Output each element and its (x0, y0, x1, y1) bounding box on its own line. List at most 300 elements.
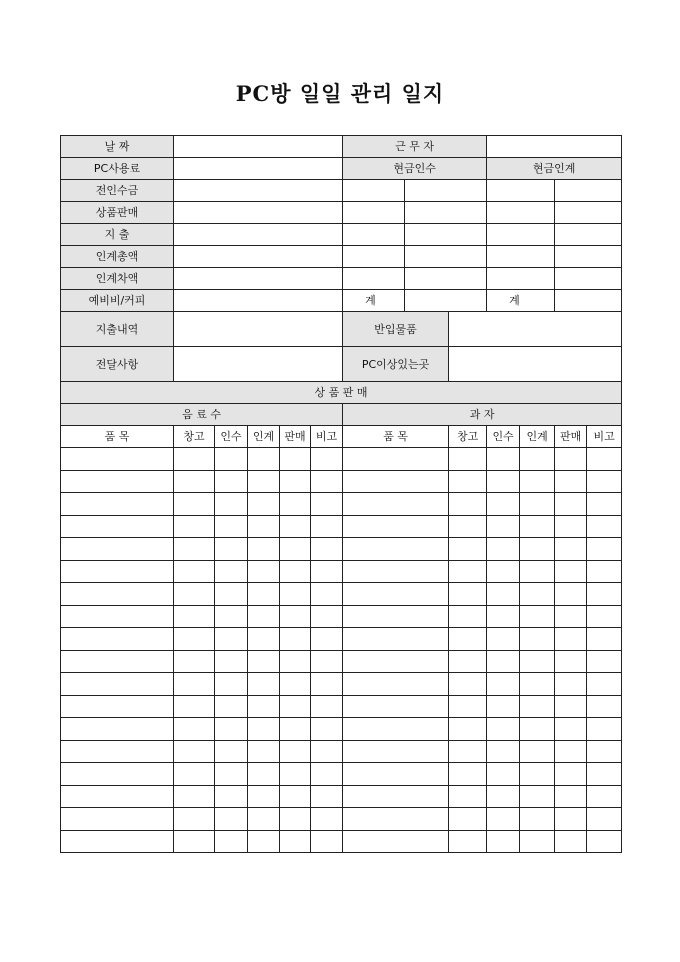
sales-entry-row (61, 830, 622, 853)
sales-entry-cell[interactable] (343, 470, 449, 493)
sales-entry-cell[interactable] (248, 583, 280, 606)
sales-entry-cell[interactable] (587, 560, 622, 583)
sales-entry-cell[interactable] (555, 763, 587, 786)
field-reserve-coffee[interactable] (174, 290, 343, 312)
sales-entry-cell[interactable] (215, 695, 248, 718)
row-expense-detail (61, 312, 622, 347)
sales-entry-cell[interactable] (555, 695, 587, 718)
sales-entry-cell[interactable] (248, 448, 280, 471)
sales-entry-cell[interactable] (449, 560, 487, 583)
label-pc-fee: PC사용료 (61, 158, 174, 180)
sales-entry-cell[interactable] (343, 785, 449, 808)
cash-cell[interactable] (555, 180, 622, 202)
sales-entry-cell[interactable] (248, 493, 280, 516)
sales-entry-cell[interactable] (174, 583, 215, 606)
sales-entry-cell[interactable] (280, 673, 311, 696)
sales-entry-cell[interactable] (311, 560, 343, 583)
sales-entry-cell[interactable] (587, 605, 622, 628)
sales-entry-cell[interactable] (280, 448, 311, 471)
row-sales-columns (61, 426, 622, 448)
sales-entry-cell[interactable] (520, 538, 555, 561)
cash-cell[interactable] (555, 268, 622, 290)
sales-entry-cell[interactable] (555, 740, 587, 763)
col-note: 비고 (587, 426, 622, 448)
sales-entry-cell[interactable] (174, 560, 215, 583)
subtotal-left-value[interactable] (405, 290, 487, 312)
sales-entry-cell[interactable] (555, 470, 587, 493)
sales-entry-cell[interactable] (449, 695, 487, 718)
sales-entry-cell[interactable] (311, 785, 343, 808)
field-incoming-goods[interactable] (449, 312, 622, 347)
cash-cell[interactable] (487, 268, 555, 290)
col-sold: 판매 (555, 426, 587, 448)
sales-entry-cell[interactable] (174, 763, 215, 786)
row-pc-fee (61, 158, 622, 180)
sales-entry-cell[interactable] (215, 628, 248, 651)
sales-entry-cell[interactable] (174, 695, 215, 718)
row-message (61, 347, 622, 382)
label-pc-issues: PC이상있는곳 (343, 347, 449, 382)
sales-entry-cell[interactable] (343, 808, 449, 831)
label-reserve-coffee: 예비비/커피 (61, 290, 174, 312)
sales-entry-cell[interactable] (555, 628, 587, 651)
sales-rows (61, 448, 622, 853)
sales-entry-cell[interactable] (61, 740, 174, 763)
sales-entry-cell[interactable] (174, 673, 215, 696)
sales-entry-cell[interactable] (215, 763, 248, 786)
sales-entry-cell[interactable] (280, 605, 311, 628)
sales-entry-cell[interactable] (449, 763, 487, 786)
sales-entry-row (61, 493, 622, 516)
row-sales-groups (61, 404, 622, 426)
sales-entry-cell[interactable] (174, 538, 215, 561)
sales-entry-cell[interactable] (174, 785, 215, 808)
field-handover-total[interactable] (174, 246, 343, 268)
sales-entry-cell[interactable] (311, 470, 343, 493)
sales-entry-cell[interactable] (215, 673, 248, 696)
sales-entry-cell[interactable] (487, 763, 520, 786)
sales-entry-cell[interactable] (587, 830, 622, 853)
sales-entry-cell[interactable] (587, 785, 622, 808)
sales-entry-cell[interactable] (555, 583, 587, 606)
sales-entry-cell[interactable] (280, 740, 311, 763)
sales-entry-cell[interactable] (174, 830, 215, 853)
cash-cell[interactable] (555, 224, 622, 246)
label-handover-total: 인계총액 (61, 246, 174, 268)
sales-entry-cell[interactable] (449, 785, 487, 808)
col-handover: 인계 (248, 426, 280, 448)
sales-entry-cell[interactable] (61, 808, 174, 831)
sales-entry-cell[interactable] (487, 493, 520, 516)
sales-entry-cell[interactable] (343, 763, 449, 786)
sales-entry-cell[interactable] (343, 695, 449, 718)
sales-entry-cell[interactable] (311, 628, 343, 651)
sales-entry-cell[interactable] (311, 515, 343, 538)
sales-entry-cell[interactable] (449, 583, 487, 606)
sales-entry-cell[interactable] (343, 673, 449, 696)
sales-entry-cell[interactable] (61, 470, 174, 493)
label-goods-sales: 상품판매 (61, 202, 174, 224)
label-prev-cash: 전인수금 (61, 180, 174, 202)
sales-entry-cell[interactable] (520, 695, 555, 718)
sales-entry-cell[interactable] (311, 673, 343, 696)
sales-entry-cell[interactable] (587, 673, 622, 696)
sales-entry-cell[interactable] (587, 538, 622, 561)
sales-entry-cell[interactable] (61, 538, 174, 561)
sales-entry-cell[interactable] (174, 515, 215, 538)
sales-entry-cell[interactable] (555, 785, 587, 808)
sales-entry-cell[interactable] (280, 695, 311, 718)
sales-entry-cell[interactable] (280, 515, 311, 538)
sales-entry-cell[interactable] (487, 808, 520, 831)
sales-entry-cell[interactable] (449, 830, 487, 853)
sales-entry-cell[interactable] (174, 650, 215, 673)
sales-entry-cell[interactable] (449, 515, 487, 538)
sales-entry-cell[interactable] (215, 470, 248, 493)
sales-entry-cell[interactable] (343, 718, 449, 741)
sales-entry-cell[interactable] (61, 515, 174, 538)
cash-cell[interactable] (487, 202, 555, 224)
row-reserve-coffee (61, 290, 622, 312)
sales-entry-cell[interactable] (61, 493, 174, 516)
sales-entry-cell[interactable] (215, 583, 248, 606)
sales-entry-cell[interactable] (311, 583, 343, 606)
col-received: 인수 (487, 426, 520, 448)
sales-entry-cell[interactable] (343, 538, 449, 561)
cash-cell[interactable] (405, 202, 487, 224)
sales-entry-cell[interactable] (343, 560, 449, 583)
cash-cell[interactable] (487, 224, 555, 246)
sales-entry-cell[interactable] (215, 493, 248, 516)
sales-entry-cell[interactable] (520, 448, 555, 471)
sales-entry-cell[interactable] (174, 448, 215, 471)
cash-cell[interactable] (343, 180, 405, 202)
sales-entry-cell[interactable] (587, 515, 622, 538)
sales-entry-cell[interactable] (248, 830, 280, 853)
field-pc-issues[interactable] (449, 347, 622, 382)
sales-entry-cell[interactable] (61, 650, 174, 673)
sales-entry-cell[interactable] (248, 650, 280, 673)
log-sheet (60, 135, 621, 856)
sales-entry-cell[interactable] (555, 448, 587, 471)
sales-entry-cell[interactable] (343, 515, 449, 538)
sales-entry-cell[interactable] (449, 650, 487, 673)
sales-entry-cell[interactable] (311, 695, 343, 718)
sales-entry-cell[interactable] (280, 808, 311, 831)
sales-entry-cell[interactable] (449, 493, 487, 516)
sales-entry-cell[interactable] (487, 448, 520, 471)
row-handover-diff (61, 268, 622, 290)
sales-entry-cell[interactable] (555, 718, 587, 741)
sales-entry-cell[interactable] (248, 785, 280, 808)
cash-cell[interactable] (405, 224, 487, 246)
field-expense-detail[interactable] (174, 312, 343, 347)
sales-entry-cell[interactable] (449, 538, 487, 561)
sales-entry-cell[interactable] (280, 538, 311, 561)
cash-cell[interactable] (555, 246, 622, 268)
sales-entry-cell[interactable] (555, 538, 587, 561)
sales-entry-cell[interactable] (487, 560, 520, 583)
sales-entry-cell[interactable] (449, 448, 487, 471)
label-cash-received: 현금인수 (343, 158, 487, 180)
sales-entry-cell[interactable] (343, 493, 449, 516)
sales-entry-cell[interactable] (61, 605, 174, 628)
sales-entry-cell[interactable] (248, 673, 280, 696)
sales-entry-cell[interactable] (215, 718, 248, 741)
field-message[interactable] (174, 347, 343, 382)
col-item: 품 목 (343, 426, 449, 448)
sales-entry-cell[interactable] (520, 628, 555, 651)
sales-entry-cell[interactable] (311, 650, 343, 673)
row-goods-sales (61, 202, 622, 224)
sales-entry-cell[interactable] (520, 560, 555, 583)
sales-entry-cell[interactable] (555, 515, 587, 538)
sales-entry-cell[interactable] (311, 493, 343, 516)
sales-entry-cell[interactable] (343, 830, 449, 853)
sales-entry-cell[interactable] (555, 605, 587, 628)
label-date: 날 짜 (61, 136, 174, 158)
sales-entry-cell[interactable] (215, 650, 248, 673)
sales-entry-cell[interactable] (587, 650, 622, 673)
sales-entry-cell[interactable] (61, 673, 174, 696)
sales-entry-cell[interactable] (280, 470, 311, 493)
sales-entry-cell[interactable] (61, 448, 174, 471)
sales-heading: 상 품 판 매 (61, 382, 622, 404)
sales-entry-cell[interactable] (61, 763, 174, 786)
sales-entry-cell[interactable] (587, 583, 622, 606)
sales-entry-cell[interactable] (449, 470, 487, 493)
subtotal-right-value[interactable] (555, 290, 622, 312)
sales-entry-cell[interactable] (280, 560, 311, 583)
sales-entry-cell[interactable] (343, 628, 449, 651)
sales-entry-cell[interactable] (520, 808, 555, 831)
sales-entry-cell[interactable] (487, 583, 520, 606)
sales-entry-cell[interactable] (215, 605, 248, 628)
sales-entry-cell[interactable] (311, 605, 343, 628)
sales-entry-cell[interactable] (280, 650, 311, 673)
cash-cell[interactable] (343, 202, 405, 224)
sales-entry-cell[interactable] (587, 448, 622, 471)
sales-entry-cell[interactable] (487, 628, 520, 651)
sales-entry-cell[interactable] (311, 448, 343, 471)
sales-entry-cell[interactable] (311, 808, 343, 831)
sales-entry-cell[interactable] (343, 583, 449, 606)
sales-entry-row (61, 605, 622, 628)
sales-entry-cell[interactable] (587, 628, 622, 651)
cash-cell[interactable] (343, 268, 405, 290)
sales-entry-cell[interactable] (248, 740, 280, 763)
sales-entry-cell[interactable] (449, 628, 487, 651)
sales-entry-cell[interactable] (449, 605, 487, 628)
sales-entry-cell[interactable] (487, 785, 520, 808)
sales-entry-row (61, 763, 622, 786)
label-expense-detail: 지출내역 (61, 312, 174, 347)
sales-entry-cell[interactable] (343, 605, 449, 628)
sales-entry-cell[interactable] (174, 493, 215, 516)
sales-entry-cell[interactable] (487, 650, 520, 673)
sales-entry-cell[interactable] (174, 605, 215, 628)
group-snacks: 과 자 (343, 404, 622, 426)
sales-entry-cell[interactable] (248, 538, 280, 561)
sales-entry-cell[interactable] (215, 560, 248, 583)
label-message: 전달사항 (61, 347, 174, 382)
sales-entry-cell[interactable] (587, 470, 622, 493)
sales-entry-cell[interactable] (520, 740, 555, 763)
sales-entry-cell[interactable] (215, 830, 248, 853)
sales-entry-cell[interactable] (343, 650, 449, 673)
sales-entry-row (61, 785, 622, 808)
sales-entry-cell[interactable] (343, 740, 449, 763)
label-work-staff: 근 무 자 (343, 136, 487, 158)
field-handover-diff[interactable] (174, 268, 343, 290)
group-beverages: 음 료 수 (61, 404, 343, 426)
cash-cell[interactable] (555, 202, 622, 224)
sales-entry-row (61, 650, 622, 673)
cash-cell[interactable] (343, 246, 405, 268)
sales-entry-cell[interactable] (248, 718, 280, 741)
sales-entry-cell[interactable] (61, 718, 174, 741)
sales-entry-cell[interactable] (520, 785, 555, 808)
sales-entry-cell[interactable] (555, 830, 587, 853)
sales-entry-cell[interactable] (487, 718, 520, 741)
sales-entry-cell[interactable] (174, 470, 215, 493)
sales-entry-cell[interactable] (520, 830, 555, 853)
sales-entry-cell[interactable] (61, 785, 174, 808)
sales-entry-cell[interactable] (61, 830, 174, 853)
sales-entry-row (61, 808, 622, 831)
field-prev-cash[interactable] (174, 180, 343, 202)
row-expense (61, 224, 622, 246)
col-storage: 창고 (449, 426, 487, 448)
sales-entry-cell[interactable] (311, 538, 343, 561)
sales-entry-cell[interactable] (248, 470, 280, 493)
sales-entry-cell[interactable] (61, 583, 174, 606)
cash-cell[interactable] (487, 180, 555, 202)
sales-entry-cell[interactable] (61, 560, 174, 583)
sales-entry-cell[interactable] (520, 583, 555, 606)
sales-entry-cell[interactable] (520, 515, 555, 538)
sales-entry-cell[interactable] (587, 718, 622, 741)
subtotal-left-label: 계 (343, 290, 405, 312)
sales-entry-cell[interactable] (520, 605, 555, 628)
sales-entry-cell[interactable] (280, 583, 311, 606)
sales-entry-cell[interactable] (248, 628, 280, 651)
sales-entry-cell[interactable] (248, 763, 280, 786)
sales-entry-cell[interactable] (248, 515, 280, 538)
sales-entry-cell[interactable] (280, 785, 311, 808)
sales-entry-cell[interactable] (487, 830, 520, 853)
field-expense[interactable] (174, 224, 343, 246)
sales-entry-cell[interactable] (248, 808, 280, 831)
sales-entry-cell[interactable] (311, 740, 343, 763)
sales-entry-cell[interactable] (487, 470, 520, 493)
sales-entry-cell[interactable] (311, 830, 343, 853)
label-handover-diff: 인계차액 (61, 268, 174, 290)
sales-entry-cell[interactable] (248, 560, 280, 583)
sales-entry-cell[interactable] (520, 763, 555, 786)
sales-entry-cell[interactable] (449, 808, 487, 831)
sales-entry-row (61, 448, 622, 471)
sales-entry-row (61, 673, 622, 696)
sales-entry-cell[interactable] (587, 763, 622, 786)
sales-entry-cell[interactable] (587, 808, 622, 831)
sales-entry-cell[interactable] (343, 448, 449, 471)
sales-entry-cell[interactable] (555, 493, 587, 516)
page-title: PC방 일일 관리 일지 (235, 81, 445, 106)
row-prev-cash (61, 180, 622, 202)
col-handover: 인계 (520, 426, 555, 448)
cash-cell[interactable] (487, 246, 555, 268)
sales-entry-cell[interactable] (587, 740, 622, 763)
sales-entry-cell[interactable] (487, 538, 520, 561)
sales-entry-cell[interactable] (61, 695, 174, 718)
sales-entry-cell[interactable] (311, 763, 343, 786)
field-goods-sales[interactable] (174, 202, 343, 224)
sales-entry-cell[interactable] (280, 718, 311, 741)
field-date[interactable] (174, 136, 343, 158)
sales-entry-cell[interactable] (487, 673, 520, 696)
sales-entry-cell[interactable] (215, 448, 248, 471)
sales-entry-row (61, 538, 622, 561)
sales-entry-cell[interactable] (174, 628, 215, 651)
sales-entry-cell[interactable] (248, 695, 280, 718)
sales-entry-cell[interactable] (555, 650, 587, 673)
sales-entry-cell[interactable] (215, 515, 248, 538)
sales-entry-cell[interactable] (61, 628, 174, 651)
sales-entry-cell[interactable] (311, 718, 343, 741)
sales-entry-cell[interactable] (174, 808, 215, 831)
sales-entry-cell[interactable] (215, 538, 248, 561)
cash-cell[interactable] (343, 224, 405, 246)
sales-entry-cell[interactable] (215, 785, 248, 808)
cash-cell[interactable] (405, 246, 487, 268)
sales-entry-row (61, 740, 622, 763)
sales-entry-cell[interactable] (520, 673, 555, 696)
sales-entry-cell[interactable] (248, 605, 280, 628)
sales-entry-cell[interactable] (487, 740, 520, 763)
sales-entry-cell[interactable] (487, 515, 520, 538)
sales-entry-cell[interactable] (449, 718, 487, 741)
col-storage: 창고 (174, 426, 215, 448)
sales-entry-cell[interactable] (280, 493, 311, 516)
field-pc-fee[interactable] (174, 158, 343, 180)
sales-entry-cell[interactable] (487, 605, 520, 628)
sales-entry-cell[interactable] (555, 808, 587, 831)
sales-entry-cell[interactable] (555, 673, 587, 696)
sales-entry-cell[interactable] (449, 740, 487, 763)
cash-cell[interactable] (405, 180, 487, 202)
sales-entry-cell[interactable] (520, 718, 555, 741)
field-work-staff[interactable] (487, 136, 622, 158)
cash-cell[interactable] (405, 268, 487, 290)
sales-entry-cell[interactable] (174, 740, 215, 763)
sales-entry-cell[interactable] (520, 493, 555, 516)
sales-entry-cell[interactable] (280, 628, 311, 651)
sales-entry-cell[interactable] (174, 718, 215, 741)
sales-entry-cell[interactable] (215, 740, 248, 763)
sales-entry-cell[interactable] (520, 470, 555, 493)
sales-entry-cell[interactable] (449, 673, 487, 696)
sales-entry-cell[interactable] (520, 650, 555, 673)
label-cash-handover: 현금인계 (487, 158, 622, 180)
sales-entry-cell[interactable] (587, 493, 622, 516)
sales-entry-cell[interactable] (487, 695, 520, 718)
sales-entry-cell[interactable] (555, 560, 587, 583)
sales-entry-cell[interactable] (280, 830, 311, 853)
sales-entry-cell[interactable] (587, 695, 622, 718)
sales-entry-cell[interactable] (280, 763, 311, 786)
sales-entry-cell[interactable] (215, 808, 248, 831)
